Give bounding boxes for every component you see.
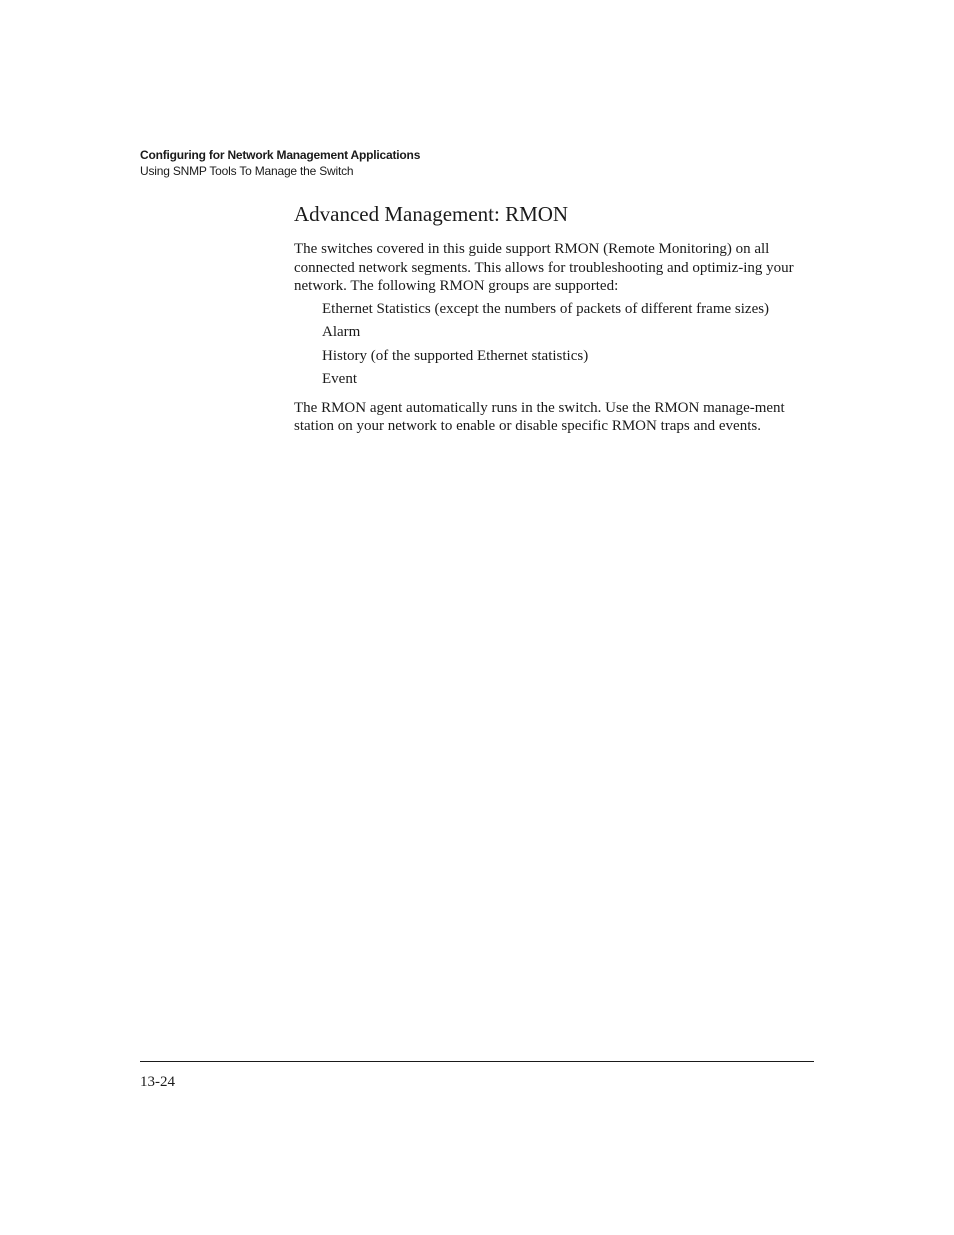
- footer-divider: [140, 1061, 814, 1062]
- intro-paragraph: The switches covered in this guide support RMON (Remote Monitoring) on all connected network segments. This allows for troubleshooting and optimiz-ing your network. The following RMON groups are supported:: [294, 241, 794, 294]
- rmon-groups-list: [294, 300, 818, 389]
- list-item: Alarm: [322, 324, 361, 340]
- list-item: Event: [322, 371, 357, 387]
- section-title: Using SNMP Tools To Manage the Switch: [140, 164, 354, 178]
- page-number: 13-24: [140, 1074, 175, 1090]
- main-content: [294, 201, 818, 436]
- closing-paragraph: The RMON agent automatically runs in the switch. Use the RMON manage-ment station on your network to enable or disable specific RMON traps and events.: [294, 399, 785, 434]
- page-heading: Advanced Management: RMON: [294, 202, 569, 226]
- running-header: [140, 147, 814, 179]
- chapter-title: Configuring for Network Management Applications: [140, 148, 421, 162]
- list-item: History (of the supported Ethernet statistics): [322, 347, 589, 364]
- list-item: Ethernet Statistics (except the numbers of packets of different frame sizes): [322, 300, 770, 317]
